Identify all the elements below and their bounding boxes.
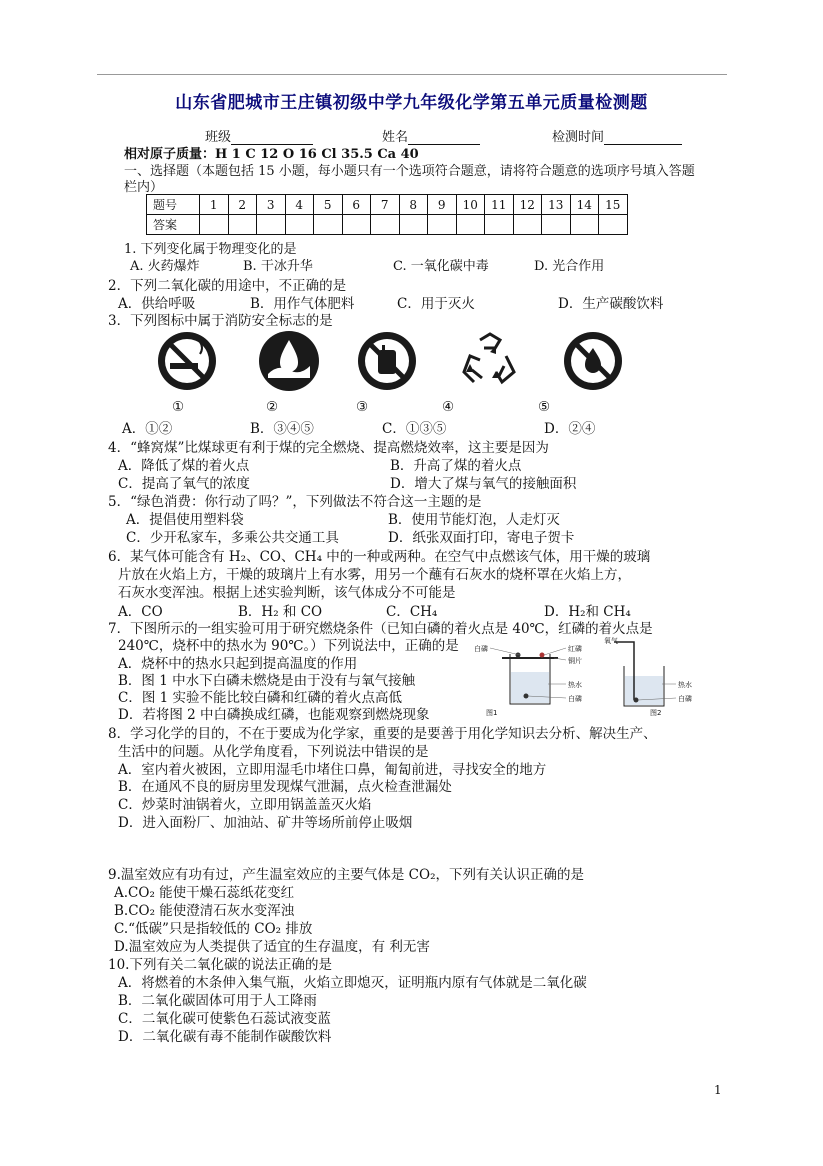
q8-stem: 8．学习化学的目的，不在于要成为化学家，重要的是要善于用化学知识去分析、解决生产、 (108, 726, 657, 742)
q9-stem: 9.温室效应有功有过，产生温室效应的主要气体是 CO₂，下列有关认识正确的是 (108, 867, 584, 883)
q7-option-d: D．若将图 2 中白磷换成红磷，也能观察到燃烧现象 (118, 707, 430, 723)
answer-cell[interactable] (200, 215, 229, 235)
q7-option-b: B．图 1 中水下白磷未燃烧是由于没有与氧气接触 (118, 673, 416, 689)
fig-label-hot-water-2: 热水 (678, 681, 692, 689)
answer-cell[interactable] (542, 215, 571, 235)
header-rule (97, 74, 727, 75)
sign-label-1: ① (172, 399, 185, 415)
answer-table-row-answers (147, 215, 628, 235)
answer-cell[interactable] (228, 215, 257, 235)
answer-cell[interactable] (371, 215, 400, 235)
answer-table-row-numbers (147, 195, 628, 215)
table-cell: 14 (570, 195, 599, 215)
answer-table (146, 194, 628, 235)
table-cell: 3 (257, 195, 286, 215)
q9-option-d: D.温室效应为人类提供了适宜的生存温度，有 利无害 (114, 939, 430, 955)
q3-option-b: B．③④⑤ (250, 421, 314, 437)
q6-stem-line3: 石灰水变浑浊。根据上述实验判断，该气体成分不可能是 (118, 585, 456, 601)
q6-option-b: B．H₂ 和 CO (238, 604, 323, 620)
q3-option-a: A．①② (122, 421, 173, 437)
q6-option-d: D．H₂和 CH₄ (544, 604, 631, 620)
table-cell: 6 (342, 195, 371, 215)
sign-label-3: ③ (356, 399, 369, 415)
q10-stem: 10.下列有关二氧化碳的说法正确的是 (108, 957, 332, 973)
fig-caption-1: 图1 (486, 709, 498, 717)
no-open-flame-icon (562, 330, 624, 392)
sign-label-2: ② (266, 399, 279, 415)
q8-option-d: D．进入面粉厂、加油站、矿井等场所前停止吸烟 (118, 815, 413, 831)
answer-cell[interactable] (485, 215, 514, 235)
table-cell: 15 (599, 195, 628, 215)
q3-option-d: D．②④ (544, 421, 596, 437)
q6-option-c: C．CH₄ (386, 604, 438, 620)
q7-option-c: C．图 1 实验不能比较白磷和红磷的着火点高低 (118, 690, 403, 706)
fig-label-oxygen: 氧气 (604, 637, 618, 645)
q3-option-c: C．①③⑤ (382, 421, 447, 437)
table-cell: 10 (456, 195, 485, 215)
q5-stem: 5．“绿色消费：你行动了吗？”，下列做法不符合这一主题的是 (108, 494, 482, 510)
q8-option-b: B．在通风不良的厨房里发现煤气泄漏，点火检查泄漏处 (118, 779, 452, 795)
fig-label-hot-water: 热水 (568, 681, 582, 689)
q2-option-b: B．用作气体肥料 (250, 296, 355, 312)
q5-option-b: B．使用节能灯泡，人走灯灭 (388, 512, 560, 528)
combustion-experiment-figure (474, 638, 692, 718)
q7-option-a: A．烧杯中的热水只起到提高温度的作用 (118, 656, 358, 672)
q7-stem: 7．下图所示的一组实验可用于研究燃烧条件（已知白磷的着火点是 40℃，红磷的着火点是 (108, 621, 653, 637)
table-cell: 8 (399, 195, 428, 215)
q5-option-d: D．纸张双面打印，寄电子贺卡 (388, 530, 575, 546)
fig-label-white-p: 白磷 (474, 645, 488, 653)
answer-cell[interactable] (314, 215, 343, 235)
q9-option-c: C.“低碳”只是指较低的 CO₂ 排放 (114, 921, 313, 937)
section-intro: 一、选择题（本题包括 15 小题，每小题只有一个选项符合题意，请将符合题意的选项序号填入答题 (124, 164, 695, 179)
atomic-mass-line: 相对原子质量：H 1 C 12 O 16 Cl 35.5 Ca 40 (124, 147, 419, 162)
no-explosives-icon (356, 330, 418, 392)
fig-label-red-p: 红磷 (568, 645, 582, 653)
q4-option-a: A．降低了煤的着火点 (118, 458, 250, 474)
page-number: 1 (714, 1083, 722, 1097)
q8-option-c: C．炒菜时油锅着火，立即用锅盖盖灭火焰 (118, 797, 372, 813)
q3-stem: 3．下列图标中属于消防安全标志的是 (108, 313, 333, 329)
answer-cell[interactable] (285, 215, 314, 235)
table-cell: 4 (285, 195, 314, 215)
answer-cell[interactable] (428, 215, 457, 235)
q2-option-c: C．用于灭火 (397, 296, 475, 312)
table-cell: 7 (371, 195, 400, 215)
q6-stem: 6．某气体可能含有 H₂、CO、CH₄ 中的一种或两种。在空气中点燃该气体，用干燥的玻璃 (108, 549, 651, 565)
q2-option-a: A．供给呼吸 (118, 296, 196, 312)
answer-cell[interactable] (257, 215, 286, 235)
section-intro-cont: 栏内） (124, 180, 164, 195)
q10-option-c: C．二氧化碳可使紫色石蕊试液变蓝 (118, 1011, 331, 1027)
table-cell: 2 (228, 195, 257, 215)
q10-option-d: D．二氧化碳有毒不能制作碳酸饮料 (118, 1029, 332, 1045)
table-cell: 9 (428, 195, 457, 215)
sign-label-5: ⑤ (538, 399, 551, 415)
q10-option-b: B．二氧化碳固体可用于人工降雨 (118, 993, 317, 1009)
answer-cell[interactable] (342, 215, 371, 235)
table-header: 答案 (147, 215, 200, 235)
q8-option-a: A．室内着火被困，立即用湿毛巾堵住口鼻，匍匐前进，寻找安全的地方 (118, 762, 547, 778)
q4-option-b: B．升高了煤的着火点 (390, 458, 522, 474)
q6-stem-line2: 片放在火焰上方，干燥的玻璃片上有水雾，用另一个蘸有石灰水的烧杯罩在火焰上方， (118, 567, 631, 583)
table-header: 题号 (147, 195, 200, 215)
q1-option-a: A. 火药爆炸 (130, 259, 200, 274)
q4-stem: 4．“蜂窝煤”比煤球更有利于煤的完全燃烧、提高燃烧效率，这主要是因为 (108, 440, 549, 456)
q9-option-b: B.CO₂ 能使澄清石灰水变浑浊 (114, 903, 295, 919)
q1-stem: 1. 下列变化属于物理变化的是 (124, 242, 297, 257)
class-field: 班级 (205, 126, 313, 145)
answer-cell[interactable] (399, 215, 428, 235)
q4-option-d: D．增大了煤与氧气的接触面积 (390, 476, 577, 492)
page-title: 山东省肥城市王庄镇初级中学九年级化学第五单元质量检测题 (175, 93, 648, 113)
answer-cell[interactable] (456, 215, 485, 235)
fig-label-white-p-3: 白磷 (678, 695, 692, 703)
q9-option-a: A.CO₂ 能使干燥石蕊纸花变红 (114, 885, 295, 901)
table-cell: 13 (542, 195, 571, 215)
fig-label-white-p-2: 白磷 (568, 695, 582, 703)
answer-cell[interactable] (599, 215, 628, 235)
q8-stem-line2: 生活中的问题。从化学角度看，下列说法中错误的是 (118, 744, 429, 760)
q1-option-d: D. 光合作用 (534, 259, 605, 274)
no-smoking-icon (156, 330, 218, 392)
q1-option-b: B. 干冰升华 (243, 259, 313, 274)
q6-option-a: A．CO (118, 604, 163, 620)
table-cell: 5 (314, 195, 343, 215)
sign-label-4: ④ (442, 399, 455, 415)
q10-option-a: A．将燃着的木条伸入集气瓶，火焰立即熄灭，证明瓶内原有气体就是二氧化碳 (118, 975, 587, 991)
name-field: 姓名 (382, 126, 480, 145)
fig-caption-2: 图2 (650, 709, 662, 717)
fig-label-copper: 铜片 (568, 657, 582, 665)
answer-cell[interactable] (513, 215, 542, 235)
table-cell: 1 (200, 195, 229, 215)
q5-option-a: A．提倡使用塑料袋 (126, 512, 244, 528)
q5-option-c: C．少开私家车，多乘公共交通工具 (126, 530, 339, 546)
q4-option-c: C．提高了氧气的浓度 (118, 476, 250, 492)
q2-option-d: D．生产碳酸饮料 (558, 296, 664, 312)
q2-stem: 2．下列二氧化碳的用途中，不正确的是 (108, 278, 347, 294)
table-cell: 11 (485, 195, 514, 215)
table-cell: 12 (513, 195, 542, 215)
water-drop-icon (258, 330, 320, 392)
q1-option-c: C. 一氧化碳中毒 (393, 259, 489, 274)
recycle-icon (458, 330, 522, 392)
answer-cell[interactable] (570, 215, 599, 235)
time-field: 检测时间 (552, 126, 682, 145)
q7-stem-line2: 240℃，烧杯中的热水为 90℃。）下列说法中，正确的是 (118, 638, 459, 654)
